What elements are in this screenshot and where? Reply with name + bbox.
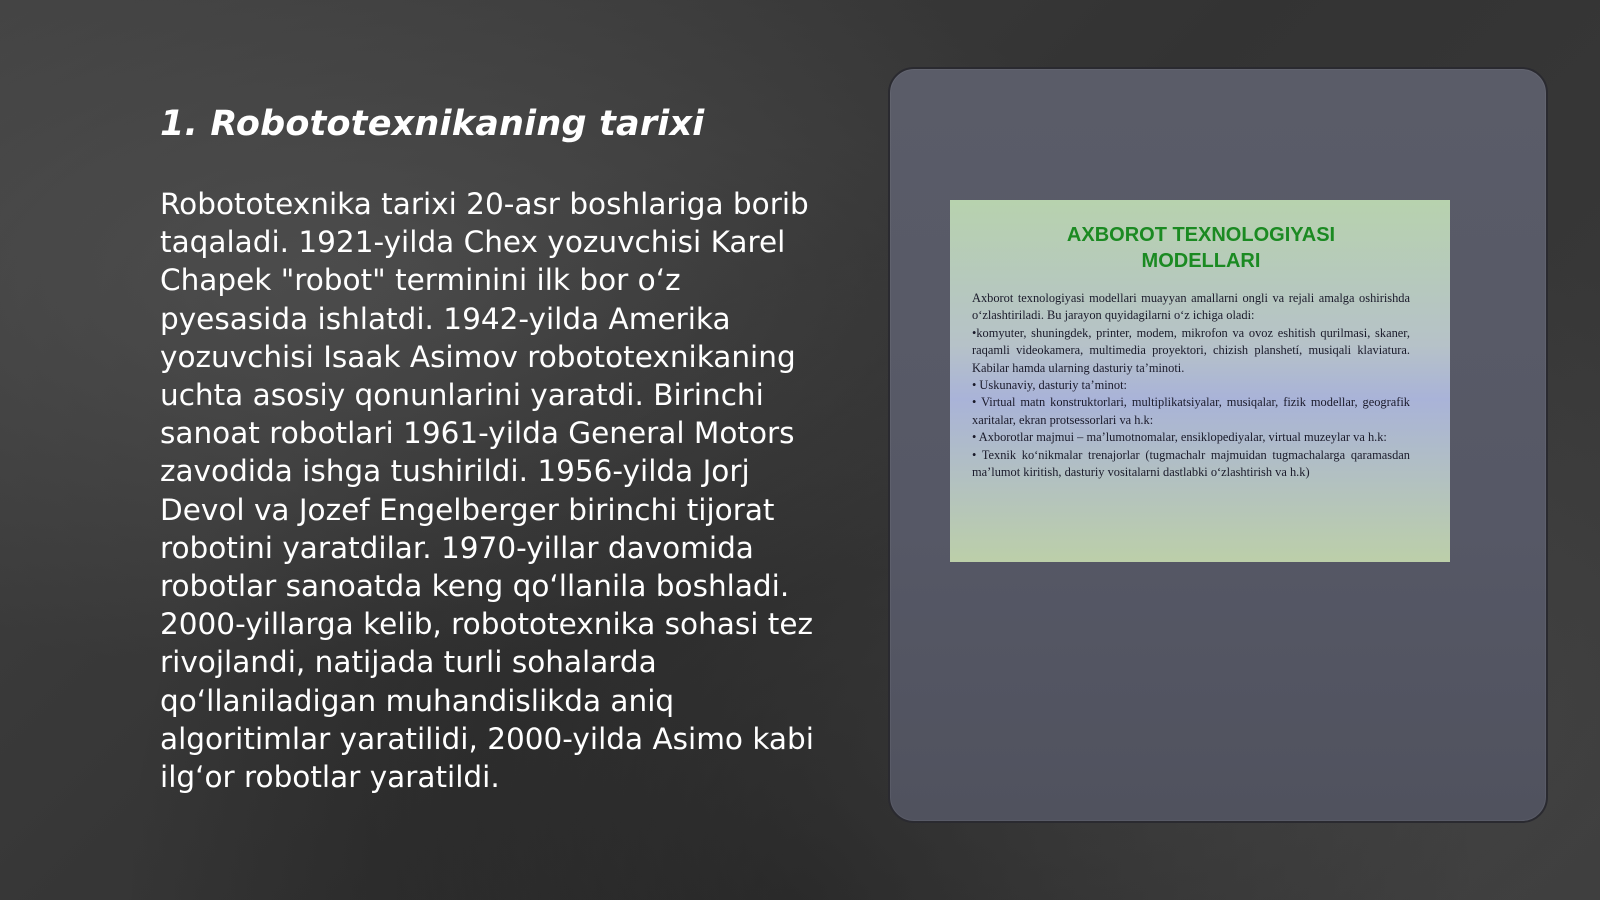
document-image [950, 200, 1450, 562]
document-text [972, 290, 1410, 481]
document-paragraph: • Virtual matn konstruktorlari, multiplikatsiyalar, musiqalar, fizik modellar, geografik xaritalar, ekran protsessorlari va h.k: [972, 395, 1410, 427]
slide-body-text: Robototexnika tarixi 20-asr boshlariga borib taqaladi. 1921-yilda Chex yozuvchisi Karel Chapek "robot" terminini ilk bor o‘z pyesasida ishlatdi. 1942-yilda Amerika yozuvchisi Isaak Asimov robototexnikaning uchta asosiy qonunlarini yaratdi. Birinchi sanoat robotlari 1961-yilda General Motors zavodida ishga tushirildi. 1956-yilda Jorj Devol va Jozef Engelberger birinchi tijorat robotini yaratdilar. 1970-yillar davomida robotlar sanoatda keng qo‘llanila boshladi. 2000-yillarga kelib, robototexnika sohasi tez rivojlandi, natijada turli sohalarda qo‘llaniladigan muhandislikda aniq algoritimlar yaratilidi, 2000-yilda Asimo kabi ilg‘or robotlar yaratildi. [160, 187, 814, 795]
document-title-line-1: AXBOROT TEXNOLOGIYASI [1066, 224, 1336, 246]
document-paragraph: • Uskunaviy, dasturiy ta’minot: [972, 378, 1127, 393]
slide-title: 1. Robototexnikaning tarixi [160, 104, 705, 144]
document-title-line-2: MODELLARI [1141, 250, 1261, 272]
document-paragraph: Axborot texnologiyasi modellari muayyan amallarni ongli va rejali amalga oshirishda o‘zlashtiriladi. Bu jarayon quyidagilarni o‘z ichiga oladi: [972, 291, 1410, 323]
document-paragraph: • Texnik ko‘nikmalar trenajorlar (tugmachalr majmuidan tugmachalarga qaramasdan ma’lumot kiritish, dasturiy vositalarni dastlabki o‘zlashtirish va h.k) [972, 447, 1410, 480]
document-paragraph: • Axborotlar majmui – ma’lumotnomalar, ensiklopediyalar, virtual muzeylar va h.k: [972, 430, 1387, 445]
document-paragraph: •komyuter, shuningdek, printer, modem, mikrofon va ovoz eshitish qurilmasi, skaner, raqamli videokamera, multimedia proyektori, chizish planshetí, musiqali klaviatura. Kabilar hamda ularning dasturiy ta’minoti. [972, 325, 1410, 375]
document-title [972, 222, 1410, 274]
